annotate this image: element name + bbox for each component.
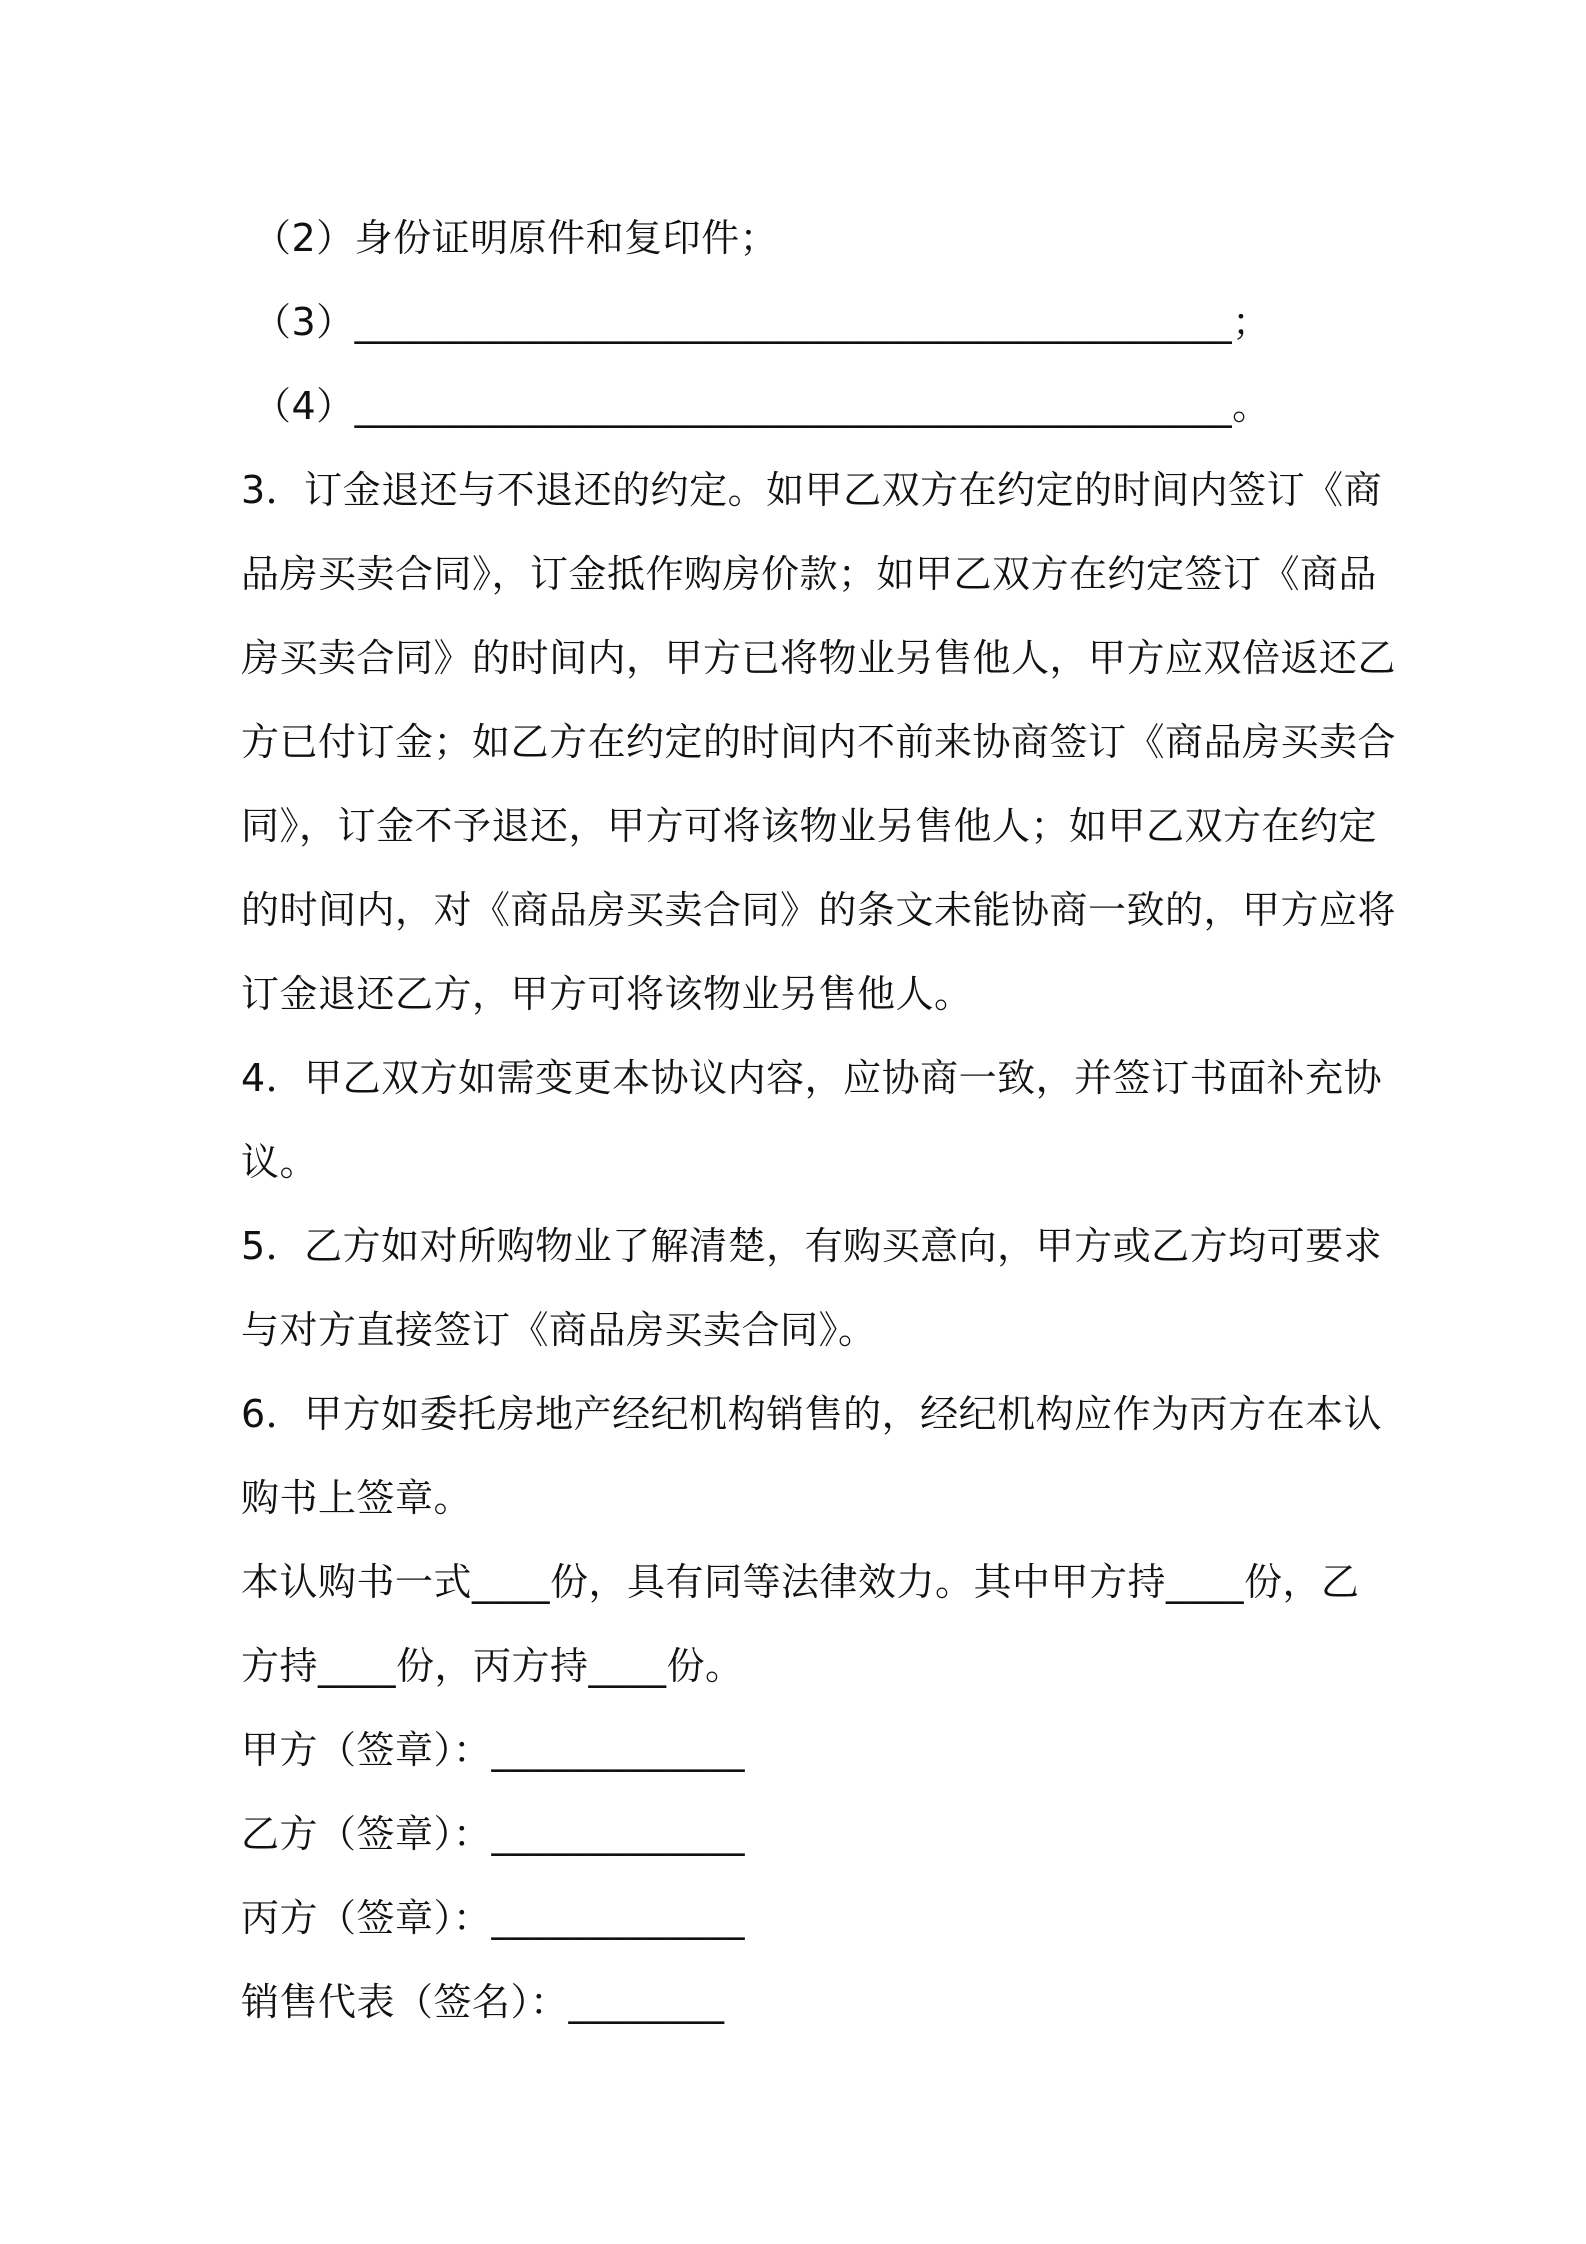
clause-3-line: 方已付订金；如乙方在约定的时间内不前来协商签订《商品房买卖合	[241, 720, 1397, 764]
sales-rep-signature-line: 销售代表（签名）：________	[241, 1980, 725, 2024]
clause-3-line: 的时间内，对《商品房买卖合同》的条文未能协商一致的，甲方应将	[241, 888, 1397, 932]
signature-block	[241, 1708, 1361, 2044]
party-b-signature-line: 乙方（签章）：_____________	[241, 1812, 746, 1856]
clause-4-line: 议。	[241, 1140, 319, 1184]
contract-content	[241, 196, 1397, 2044]
clause-4-line: 4．甲乙双方如需变更本协议内容，应协商一致，并签订书面补充协	[241, 1056, 1383, 1100]
clause-4-amendment	[241, 1036, 1383, 1204]
required-document-item-4: （4）_____________________________________________。	[253, 384, 1271, 428]
copies-clause-line: 本认购书一式____份，具有同等法律效力。其中甲方持____份，乙	[241, 1560, 1360, 1604]
clause-5-line: 与对方直接签订《商品房买卖合同》。	[241, 1308, 877, 1352]
clause-6-broker	[241, 1372, 1383, 1540]
party-c-signature-line: 丙方（签章）：_____________	[241, 1896, 746, 1940]
required-document-item-2: （2）身份证明原件和复印件；	[253, 216, 779, 260]
copies-clause-line: 方持____份，丙方持____份。	[241, 1644, 744, 1688]
clause-5-direct-contract	[241, 1204, 1383, 1372]
copies-clause	[241, 1540, 1361, 1708]
clause-3-line: 订金退还乙方，甲方可将该物业另售他人。	[241, 972, 973, 1016]
clause-6-line: 购书上签章。	[241, 1476, 473, 1520]
clause-3-line: 3．订金退还与不退还的约定。如甲乙双方在约定的时间内签订《商	[241, 468, 1383, 512]
clause-3-line: 同》，订金不予退还，甲方可将该物业另售他人；如甲乙双方在约定	[241, 804, 1378, 848]
required-document-item-3: （3）_____________________________________________；	[253, 300, 1271, 344]
clause-3-deposit-refund	[241, 448, 1397, 1036]
clause-3-line: 房买卖合同》的时间内，甲方已将物业另售他人，甲方应双倍返还乙	[241, 636, 1397, 680]
party-a-signature-line: 甲方（签章）：_____________	[241, 1728, 746, 1772]
clause-3-line: 品房买卖合同》，订金抵作购房价款；如甲乙双方在约定签订《商品	[241, 552, 1378, 596]
clause-6-line: 6．甲方如委托房地产经纪机构销售的，经纪机构应作为丙方在本认	[241, 1392, 1383, 1436]
clause-5-line: 5．乙方如对所购物业了解清楚，有购买意向，甲方或乙方均可要求	[241, 1224, 1383, 1268]
